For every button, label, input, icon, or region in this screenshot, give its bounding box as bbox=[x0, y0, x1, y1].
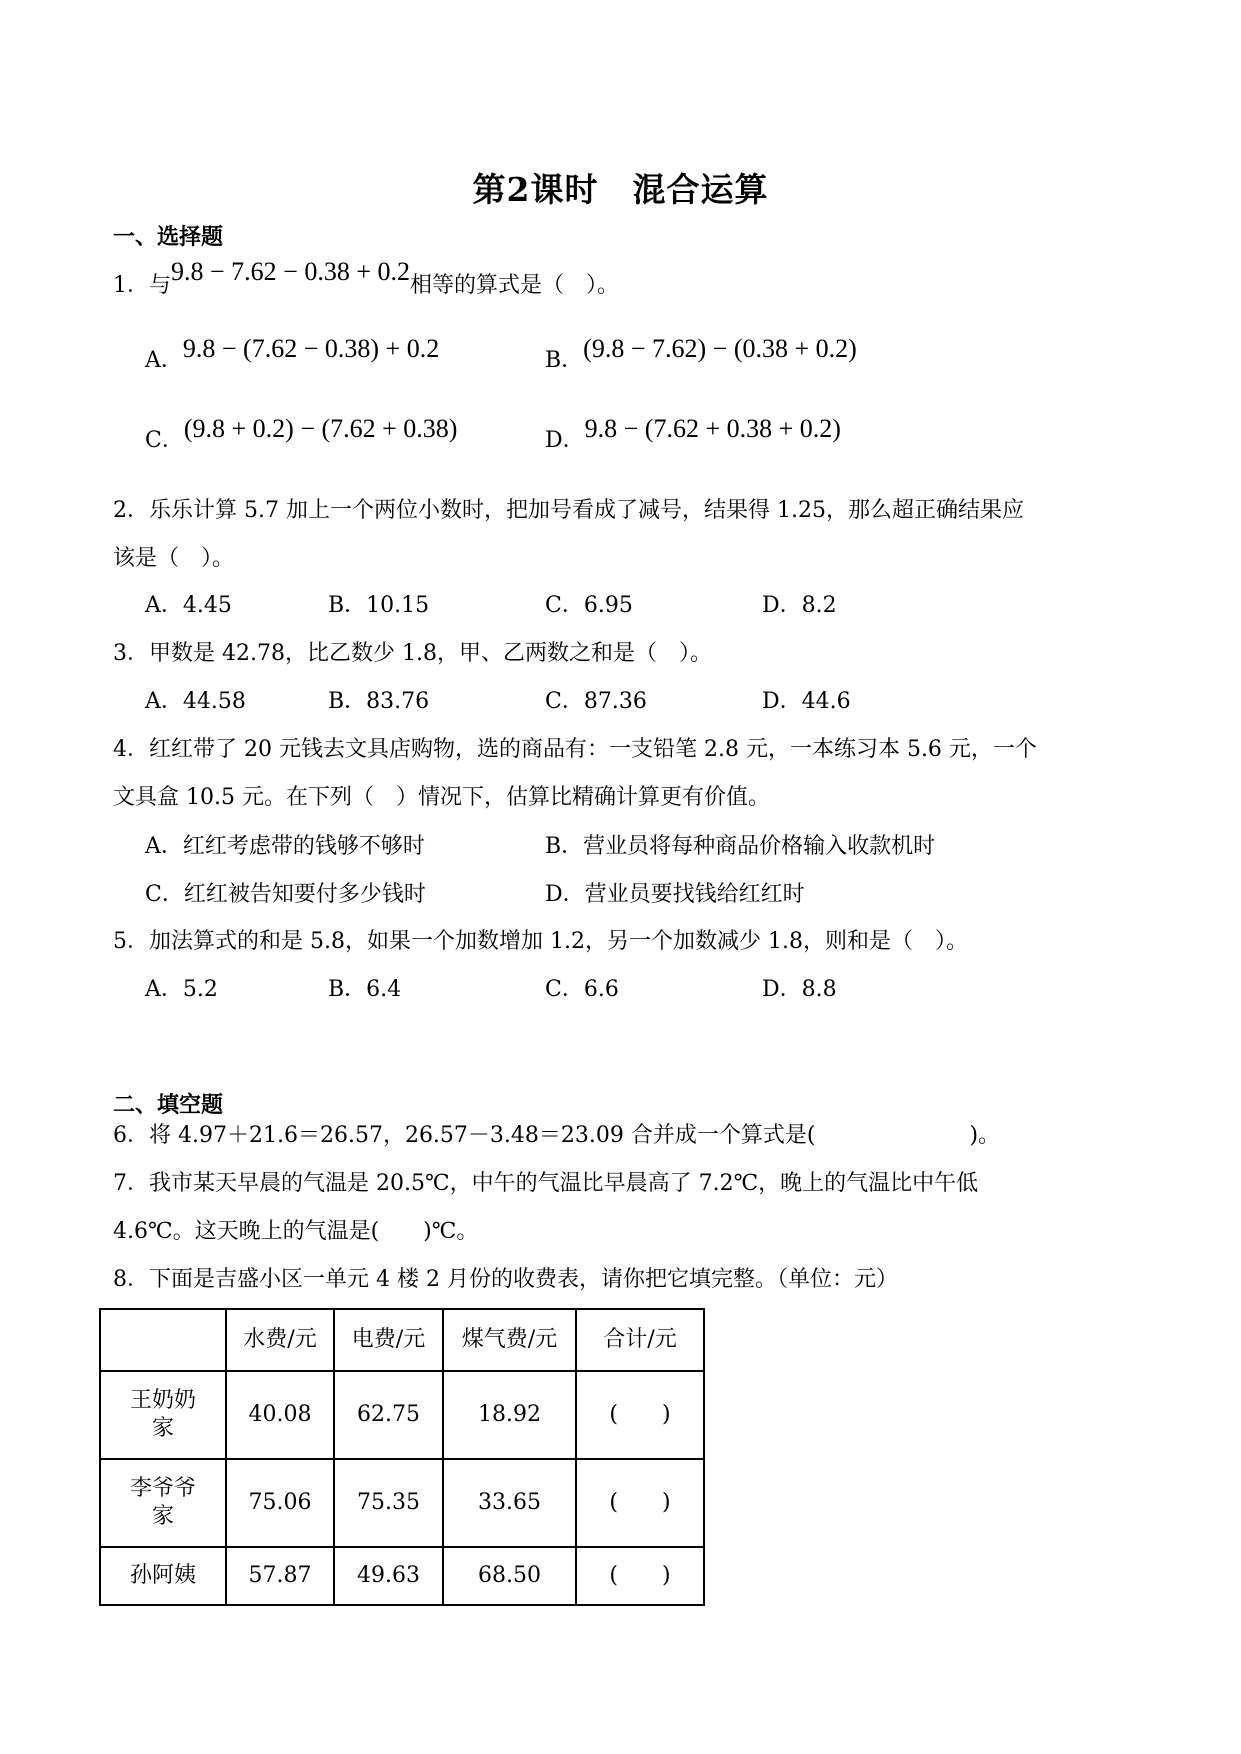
question-2-option-b: B．10.15 bbox=[328, 593, 430, 618]
question-5-option-c: C．6.6 bbox=[545, 977, 619, 1002]
table-cell-gas: 18.92 bbox=[443, 1371, 576, 1459]
question-1-option-c bbox=[145, 414, 458, 454]
table-cell-total-blank: ( ) bbox=[576, 1547, 704, 1605]
table-cell-gas: 33.65 bbox=[443, 1459, 576, 1547]
question-6: 6．将 4.97＋21.6＝26.57，26.57－3.48＝23.09 合并成一个算式是( )。 bbox=[113, 1123, 1001, 1148]
table-header-row bbox=[100, 1309, 704, 1371]
question-7-line-2: 4.6℃。这天晚上的气温是( )℃。 bbox=[113, 1219, 479, 1244]
table-cell-water: 75.06 bbox=[226, 1459, 334, 1547]
option-expression: 9.8 − (7.62 + 0.38 + 0.2) bbox=[584, 414, 841, 443]
question-1-expression: 9.8 − 7.62 − 0.38 + 0.2 bbox=[171, 257, 410, 286]
option-label: A． bbox=[145, 348, 183, 373]
question-2-line-1: 2．乐乐计算 5.7 加上一个两位小数时，把加号看成了减号，结果得 1.25，那么超正确结果应 bbox=[113, 498, 1024, 523]
table-cell-electric: 49.63 bbox=[334, 1547, 443, 1605]
question-2-option-d: D．8.2 bbox=[762, 593, 837, 618]
question-7-line-1: 7．我市某天早晨的气温是 20.5℃，中午的气温比早晨高了 7.2℃，晚上的气温比中午低 bbox=[113, 1171, 979, 1196]
table-cell-total-blank: ( ) bbox=[576, 1371, 704, 1459]
question-5: 5．加法算式的和是 5.8，如果一个加数增加 1.2，另一个加数减少 1.8，则和是（ ）。 bbox=[113, 929, 968, 954]
question-4-option-d: D．营业员要找钱给红红时 bbox=[545, 882, 805, 907]
option-expression: (9.8 + 0.2) − (7.62 + 0.38) bbox=[183, 414, 458, 443]
option-expression: 9.8 − (7.62 − 0.38) + 0.2 bbox=[182, 334, 440, 363]
question-4-option-c: C．红红被告知要付多少钱时 bbox=[145, 882, 426, 907]
question-5-option-a: A．5.2 bbox=[145, 977, 218, 1002]
question-4-option-b: B．营业员将每种商品价格输入收款机时 bbox=[545, 834, 936, 859]
table-cell-household bbox=[100, 1371, 226, 1459]
question-3-option-a: A．44.58 bbox=[145, 689, 246, 714]
table-header-cell: 合计/元 bbox=[576, 1309, 704, 1371]
option-expression: (9.8 − 7.62) − (0.38 + 0.2) bbox=[583, 334, 857, 363]
question-5-option-d: D．8.8 bbox=[762, 977, 837, 1002]
table-cell-electric: 62.75 bbox=[334, 1371, 443, 1459]
question-1-option-d bbox=[545, 414, 841, 454]
question-2-option-c: C．6.95 bbox=[545, 593, 633, 618]
question-4-line-1: 4．红红带了 20 元钱去文具店购物，选的商品有：一支铅笔 2.8 元，一本练习本 5.6 元，一个 bbox=[113, 737, 1037, 762]
question-5-option-b: B．6.4 bbox=[328, 977, 402, 1002]
question-2-line-2: 该是（ ）。 bbox=[113, 546, 235, 571]
household-name: 李爷爷 bbox=[129, 1476, 196, 1501]
question-3: 3．甲数是 42.78，比乙数少 1.8，甲、乙两数之和是（ ）。 bbox=[113, 641, 712, 666]
table-cell-total-blank: ( ) bbox=[576, 1459, 704, 1547]
table-header-cell bbox=[100, 1309, 226, 1371]
option-label: C． bbox=[145, 428, 184, 453]
question-3-option-d: D．44.6 bbox=[762, 689, 851, 714]
table-cell-household bbox=[100, 1459, 226, 1547]
question-1-prefix: 1．与 bbox=[113, 273, 171, 298]
table-cell-water: 40.08 bbox=[226, 1371, 334, 1459]
option-label: B． bbox=[545, 348, 584, 373]
table-row bbox=[100, 1459, 704, 1547]
page-title: 第2课时 混合运算 bbox=[472, 170, 769, 209]
option-label: D． bbox=[545, 428, 585, 453]
table-row bbox=[100, 1547, 704, 1605]
question-3-option-c: C．87.36 bbox=[545, 689, 647, 714]
table-header-cell: 电费/元 bbox=[334, 1309, 443, 1371]
household-name-suffix: 家 bbox=[151, 1416, 174, 1441]
fee-table bbox=[99, 1308, 705, 1606]
household-name: 王奶奶 bbox=[129, 1388, 196, 1413]
question-4-option-a: A．红红考虑带的钱够不够时 bbox=[145, 834, 425, 859]
table-row bbox=[100, 1371, 704, 1459]
table-cell-gas: 68.50 bbox=[443, 1547, 576, 1605]
table-cell-electric: 75.35 bbox=[334, 1459, 443, 1547]
question-1-option-b bbox=[545, 334, 857, 374]
household-name-suffix: 家 bbox=[151, 1504, 174, 1529]
question-2-option-a: A．4.45 bbox=[145, 593, 232, 618]
question-4-line-2: 文具盒 10.5 元。在下列（ ）情况下，估算比精确计算更有价值。 bbox=[113, 785, 770, 810]
question-3-option-b: B．83.76 bbox=[328, 689, 430, 714]
table-cell-household: 孙阿姨 bbox=[100, 1547, 226, 1605]
question-8: 8．下面是吉盛小区一单元 4 楼 2 月份的收费表，请你把它填完整。（单位：元） bbox=[113, 1267, 898, 1292]
table-header-cell: 水费/元 bbox=[226, 1309, 334, 1371]
question-1-suffix: 相等的算式是（ ）。 bbox=[410, 273, 620, 298]
section-heading-choice: 一、选择题 bbox=[113, 224, 224, 250]
table-cell-water: 57.87 bbox=[226, 1547, 334, 1605]
table-header-cell: 煤气费/元 bbox=[443, 1309, 576, 1371]
question-1 bbox=[113, 257, 620, 299]
question-1-option-a bbox=[145, 334, 440, 374]
section-heading-fill-in: 二、填空题 bbox=[113, 1092, 224, 1118]
